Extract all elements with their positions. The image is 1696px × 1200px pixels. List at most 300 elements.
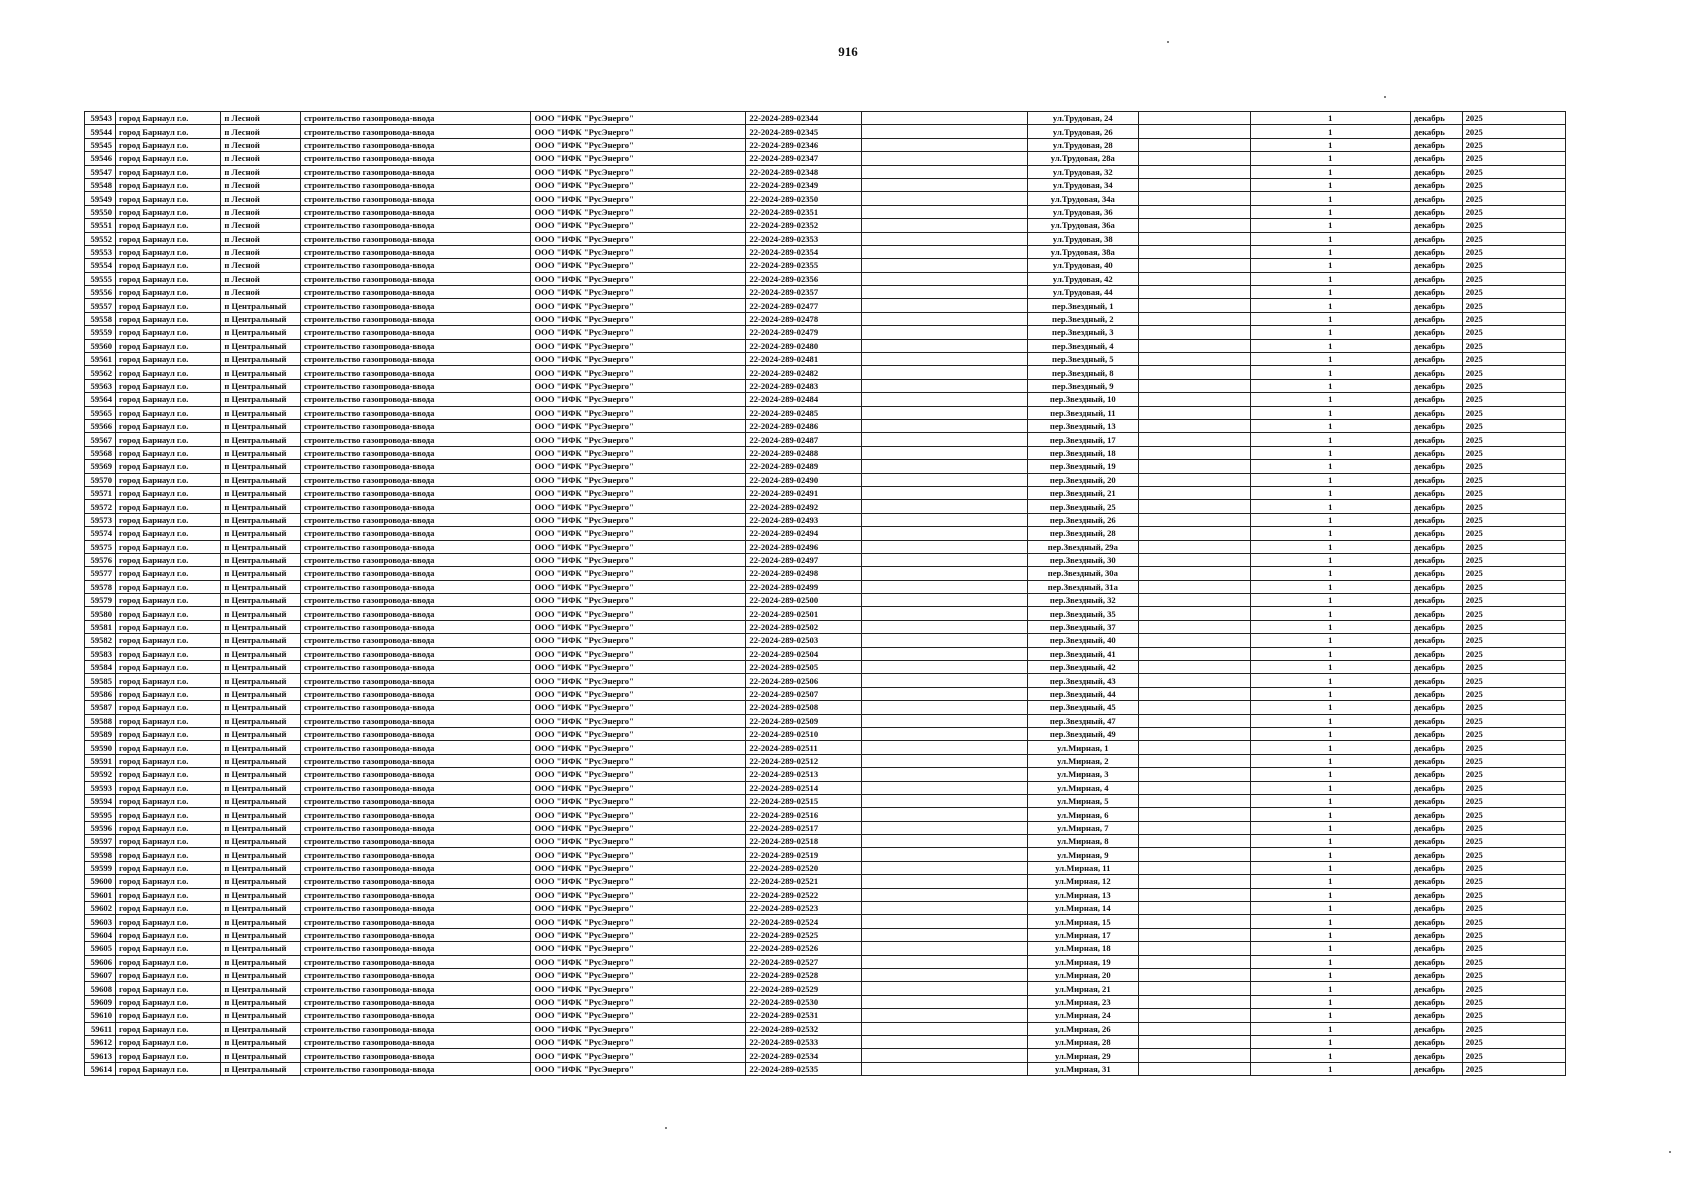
address-cell: пер.Звездный, 9 xyxy=(1027,379,1139,392)
year-cell: 2025 xyxy=(1462,861,1565,874)
organization-cell: ООО "ИФК "РусЭнерго" xyxy=(531,861,746,874)
empty-cell xyxy=(1139,286,1251,299)
district-cell: п Лесной xyxy=(221,165,301,178)
document-number-cell: 22-2024-289-02507 xyxy=(746,687,862,700)
empty-cell xyxy=(862,674,1027,687)
row-number: 59549 xyxy=(85,192,116,205)
city-cell: город Барнаул г.о. xyxy=(116,781,221,794)
address-cell: ул.Мирная, 17 xyxy=(1027,928,1139,941)
year-cell: 2025 xyxy=(1462,714,1565,727)
table-row xyxy=(85,138,1566,151)
year-cell: 2025 xyxy=(1462,500,1565,513)
table-row xyxy=(85,245,1566,258)
month-cell: декабрь xyxy=(1410,205,1462,218)
document-number-cell: 22-2024-289-02508 xyxy=(746,701,862,714)
city-cell: город Барнаул г.о. xyxy=(116,848,221,861)
work-type-cell: строительство газопровода-ввода xyxy=(300,741,530,754)
district-cell: п Центральный xyxy=(221,486,301,499)
month-cell: декабрь xyxy=(1410,781,1462,794)
document-number-cell: 22-2024-289-02527 xyxy=(746,955,862,968)
city-cell: город Барнаул г.о. xyxy=(116,928,221,941)
table-row xyxy=(85,393,1566,406)
quantity-cell: 1 xyxy=(1250,861,1410,874)
table-row xyxy=(85,808,1566,821)
work-type-cell: строительство газопровода-ввода xyxy=(300,460,530,473)
month-cell: декабрь xyxy=(1410,299,1462,312)
document-number-cell: 22-2024-289-02483 xyxy=(746,379,862,392)
month-cell: декабрь xyxy=(1410,714,1462,727)
address-cell: пер.Звездный, 41 xyxy=(1027,647,1139,660)
empty-cell xyxy=(1139,768,1251,781)
row-number: 59544 xyxy=(85,125,116,138)
district-cell: п Центральный xyxy=(221,326,301,339)
quantity-cell: 1 xyxy=(1250,969,1410,982)
table-row xyxy=(85,902,1566,915)
table-row xyxy=(85,969,1566,982)
district-cell: п Центральный xyxy=(221,875,301,888)
document-number-cell: 22-2024-289-02492 xyxy=(746,500,862,513)
month-cell: декабрь xyxy=(1410,821,1462,834)
document-number-cell: 22-2024-289-02532 xyxy=(746,1022,862,1035)
empty-cell xyxy=(1139,138,1251,151)
document-number-cell: 22-2024-289-02345 xyxy=(746,125,862,138)
empty-cell xyxy=(862,205,1027,218)
work-type-cell: строительство газопровода-ввода xyxy=(300,473,530,486)
address-cell: ул.Трудовая, 44 xyxy=(1027,286,1139,299)
month-cell: декабрь xyxy=(1410,553,1462,566)
quantity-cell: 1 xyxy=(1250,714,1410,727)
work-type-cell: строительство газопровода-ввода xyxy=(300,393,530,406)
quantity-cell: 1 xyxy=(1250,192,1410,205)
month-cell: декабрь xyxy=(1410,446,1462,459)
document-number-cell: 22-2024-289-02535 xyxy=(746,1062,862,1075)
month-cell: декабрь xyxy=(1410,1009,1462,1022)
document-number-cell: 22-2024-289-02503 xyxy=(746,634,862,647)
district-cell: п Центральный xyxy=(221,620,301,633)
quantity-cell: 1 xyxy=(1250,339,1410,352)
work-type-cell: строительство газопровода-ввода xyxy=(300,433,530,446)
empty-cell xyxy=(862,687,1027,700)
year-cell: 2025 xyxy=(1462,674,1565,687)
year-cell: 2025 xyxy=(1462,1022,1565,1035)
quantity-cell: 1 xyxy=(1250,835,1410,848)
empty-cell xyxy=(862,942,1027,955)
document-number-cell: 22-2024-289-02505 xyxy=(746,661,862,674)
empty-cell xyxy=(1139,312,1251,325)
city-cell: город Барнаул г.о. xyxy=(116,674,221,687)
organization-cell: ООО "ИФК "РусЭнерго" xyxy=(531,433,746,446)
table-row xyxy=(85,152,1566,165)
empty-cell xyxy=(862,152,1027,165)
address-cell: ул.Мирная, 7 xyxy=(1027,821,1139,834)
document-number-cell: 22-2024-289-02344 xyxy=(746,112,862,125)
empty-cell xyxy=(1139,915,1251,928)
quantity-cell: 1 xyxy=(1250,553,1410,566)
row-number: 59610 xyxy=(85,1009,116,1022)
organization-cell: ООО "ИФК "РусЭнерго" xyxy=(531,326,746,339)
year-cell: 2025 xyxy=(1462,741,1565,754)
quantity-cell: 1 xyxy=(1250,232,1410,245)
table-row xyxy=(85,1022,1566,1035)
address-cell: пер.Звездный, 20 xyxy=(1027,473,1139,486)
row-number: 59562 xyxy=(85,366,116,379)
quantity-cell: 1 xyxy=(1250,112,1410,125)
year-cell: 2025 xyxy=(1462,580,1565,593)
organization-cell: ООО "ИФК "РусЭнерго" xyxy=(531,205,746,218)
empty-cell xyxy=(862,995,1027,1008)
row-number: 59576 xyxy=(85,553,116,566)
row-number: 59548 xyxy=(85,178,116,191)
month-cell: декабрь xyxy=(1410,433,1462,446)
quantity-cell: 1 xyxy=(1250,875,1410,888)
row-number: 59583 xyxy=(85,647,116,660)
district-cell: п Лесной xyxy=(221,219,301,232)
year-cell: 2025 xyxy=(1462,661,1565,674)
district-cell: п Центральный xyxy=(221,379,301,392)
table-row xyxy=(85,232,1566,245)
empty-cell xyxy=(862,902,1027,915)
empty-cell xyxy=(862,513,1027,526)
address-cell: ул.Мирная, 23 xyxy=(1027,995,1139,1008)
month-cell: декабрь xyxy=(1410,754,1462,767)
document-number-cell: 22-2024-289-02356 xyxy=(746,272,862,285)
empty-cell xyxy=(1139,152,1251,165)
table-row xyxy=(85,674,1566,687)
quantity-cell: 1 xyxy=(1250,299,1410,312)
quantity-cell: 1 xyxy=(1250,165,1410,178)
city-cell: город Барнаул г.о. xyxy=(116,1062,221,1075)
table-row xyxy=(85,915,1566,928)
work-type-cell: строительство газопровода-ввода xyxy=(300,661,530,674)
organization-cell: ООО "ИФК "РусЭнерго" xyxy=(531,112,746,125)
year-cell: 2025 xyxy=(1462,768,1565,781)
district-cell: п Лесной xyxy=(221,125,301,138)
quantity-cell: 1 xyxy=(1250,152,1410,165)
city-cell: город Барнаул г.о. xyxy=(116,607,221,620)
address-cell: пер.Звездный, 2 xyxy=(1027,312,1139,325)
quantity-cell: 1 xyxy=(1250,379,1410,392)
document-number-cell: 22-2024-289-02522 xyxy=(746,888,862,901)
empty-cell xyxy=(862,1009,1027,1022)
empty-cell xyxy=(862,379,1027,392)
work-type-cell: строительство газопровода-ввода xyxy=(300,942,530,955)
document-number-cell: 22-2024-289-02478 xyxy=(746,312,862,325)
district-cell: п Центральный xyxy=(221,794,301,807)
district-cell: п Лесной xyxy=(221,192,301,205)
month-cell: декабрь xyxy=(1410,661,1462,674)
row-number: 59577 xyxy=(85,567,116,580)
year-cell: 2025 xyxy=(1462,995,1565,1008)
organization-cell: ООО "ИФК "РусЭнерго" xyxy=(531,848,746,861)
district-cell: п Центральный xyxy=(221,393,301,406)
table-row xyxy=(85,794,1566,807)
row-number: 59592 xyxy=(85,768,116,781)
district-cell: п Центральный xyxy=(221,848,301,861)
empty-cell xyxy=(862,861,1027,874)
row-number: 59613 xyxy=(85,1049,116,1062)
document-number-cell: 22-2024-289-02485 xyxy=(746,406,862,419)
year-cell: 2025 xyxy=(1462,982,1565,995)
address-cell: ул.Мирная, 26 xyxy=(1027,1022,1139,1035)
city-cell: город Барнаул г.о. xyxy=(116,312,221,325)
table-row xyxy=(85,1009,1566,1022)
work-type-cell: строительство газопровода-ввода xyxy=(300,379,530,392)
address-cell: ул.Мирная, 31 xyxy=(1027,1062,1139,1075)
row-number: 59554 xyxy=(85,259,116,272)
address-cell: ул.Трудовая, 36 xyxy=(1027,205,1139,218)
work-type-cell: строительство газопровода-ввода xyxy=(300,955,530,968)
work-type-cell: строительство газопровода-ввода xyxy=(300,446,530,459)
empty-cell xyxy=(1139,567,1251,580)
table-row xyxy=(85,634,1566,647)
empty-cell xyxy=(1139,875,1251,888)
empty-cell xyxy=(1139,232,1251,245)
city-cell: город Барнаул г.о. xyxy=(116,995,221,1008)
address-cell: пер.Звездный, 47 xyxy=(1027,714,1139,727)
address-cell: ул.Мирная, 11 xyxy=(1027,861,1139,874)
month-cell: декабрь xyxy=(1410,620,1462,633)
organization-cell: ООО "ИФК "РусЭнерго" xyxy=(531,580,746,593)
empty-cell xyxy=(862,794,1027,807)
work-type-cell: строительство газопровода-ввода xyxy=(300,835,530,848)
address-cell: пер.Звездный, 35 xyxy=(1027,607,1139,620)
organization-cell: ООО "ИФК "РусЭнерго" xyxy=(531,647,746,660)
organization-cell: ООО "ИФК "РусЭнерго" xyxy=(531,620,746,633)
row-number: 59564 xyxy=(85,393,116,406)
district-cell: п Центральный xyxy=(221,366,301,379)
row-number: 59572 xyxy=(85,500,116,513)
table-row xyxy=(85,165,1566,178)
month-cell: декабрь xyxy=(1410,915,1462,928)
table-row xyxy=(85,594,1566,607)
month-cell: декабрь xyxy=(1410,861,1462,874)
month-cell: декабрь xyxy=(1410,902,1462,915)
document-number-cell: 22-2024-289-02346 xyxy=(746,138,862,151)
district-cell: п Центральный xyxy=(221,419,301,432)
year-cell: 2025 xyxy=(1462,379,1565,392)
quantity-cell: 1 xyxy=(1250,982,1410,995)
empty-cell xyxy=(862,821,1027,834)
row-number: 59611 xyxy=(85,1022,116,1035)
row-number: 59565 xyxy=(85,406,116,419)
city-cell: город Барнаул г.о. xyxy=(116,165,221,178)
document-number-cell: 22-2024-289-02504 xyxy=(746,647,862,660)
quantity-cell: 1 xyxy=(1250,620,1410,633)
document-number-cell: 22-2024-289-02509 xyxy=(746,714,862,727)
address-cell: ул.Мирная, 3 xyxy=(1027,768,1139,781)
address-cell: пер.Звездный, 17 xyxy=(1027,433,1139,446)
document-number-cell: 22-2024-289-02514 xyxy=(746,781,862,794)
city-cell: город Барнаул г.о. xyxy=(116,152,221,165)
quantity-cell: 1 xyxy=(1250,674,1410,687)
empty-cell xyxy=(862,594,1027,607)
district-cell: п Центральный xyxy=(221,634,301,647)
empty-cell xyxy=(862,527,1027,540)
empty-cell xyxy=(862,272,1027,285)
city-cell: город Барнаул г.о. xyxy=(116,406,221,419)
month-cell: декабрь xyxy=(1410,326,1462,339)
empty-cell xyxy=(862,500,1027,513)
empty-cell xyxy=(1139,272,1251,285)
row-number: 59595 xyxy=(85,808,116,821)
year-cell: 2025 xyxy=(1462,138,1565,151)
table-row xyxy=(85,125,1566,138)
document-number-cell: 22-2024-289-02525 xyxy=(746,928,862,941)
quantity-cell: 1 xyxy=(1250,647,1410,660)
document-number-cell: 22-2024-289-02511 xyxy=(746,741,862,754)
year-cell: 2025 xyxy=(1462,1035,1565,1048)
row-number: 59582 xyxy=(85,634,116,647)
document-number-cell: 22-2024-289-02352 xyxy=(746,219,862,232)
empty-cell xyxy=(862,701,1027,714)
address-cell: ул.Мирная, 8 xyxy=(1027,835,1139,848)
address-cell: пер.Звездный, 10 xyxy=(1027,393,1139,406)
empty-cell xyxy=(1139,888,1251,901)
district-cell: п Центральный xyxy=(221,727,301,740)
work-type-cell: строительство газопровода-ввода xyxy=(300,701,530,714)
month-cell: декабрь xyxy=(1410,259,1462,272)
district-cell: п Центральный xyxy=(221,553,301,566)
table-row xyxy=(85,540,1566,553)
year-cell: 2025 xyxy=(1462,486,1565,499)
year-cell: 2025 xyxy=(1462,594,1565,607)
quantity-cell: 1 xyxy=(1250,701,1410,714)
city-cell: город Барнаул г.о. xyxy=(116,634,221,647)
city-cell: город Барнаул г.о. xyxy=(116,1009,221,1022)
quantity-cell: 1 xyxy=(1250,955,1410,968)
city-cell: город Барнаул г.о. xyxy=(116,942,221,955)
empty-cell xyxy=(862,1062,1027,1075)
work-type-cell: строительство газопровода-ввода xyxy=(300,353,530,366)
city-cell: город Барнаул г.о. xyxy=(116,393,221,406)
work-type-cell: строительство газопровода-ввода xyxy=(300,299,530,312)
empty-cell xyxy=(862,259,1027,272)
city-cell: город Барнаул г.о. xyxy=(116,647,221,660)
organization-cell: ООО "ИФК "РусЭнерго" xyxy=(531,594,746,607)
work-type-cell: строительство газопровода-ввода xyxy=(300,165,530,178)
organization-cell: ООО "ИФК "РусЭнерго" xyxy=(531,995,746,1008)
empty-cell xyxy=(1139,165,1251,178)
empty-cell xyxy=(1139,473,1251,486)
address-cell: пер.Звездный, 32 xyxy=(1027,594,1139,607)
scan-speck xyxy=(665,1127,667,1129)
gas-connection-registry-table xyxy=(84,111,1566,1076)
empty-cell xyxy=(1139,446,1251,459)
year-cell: 2025 xyxy=(1462,902,1565,915)
quantity-cell: 1 xyxy=(1250,473,1410,486)
city-cell: город Барнаул г.о. xyxy=(116,902,221,915)
city-cell: город Барнаул г.о. xyxy=(116,286,221,299)
year-cell: 2025 xyxy=(1462,969,1565,982)
organization-cell: ООО "ИФК "РусЭнерго" xyxy=(531,942,746,955)
address-cell: пер.Звездный, 42 xyxy=(1027,661,1139,674)
organization-cell: ООО "ИФК "РусЭнерго" xyxy=(531,915,746,928)
empty-cell xyxy=(862,835,1027,848)
empty-cell xyxy=(1139,848,1251,861)
work-type-cell: строительство газопровода-ввода xyxy=(300,339,530,352)
year-cell: 2025 xyxy=(1462,821,1565,834)
row-number: 59603 xyxy=(85,915,116,928)
work-type-cell: строительство газопровода-ввода xyxy=(300,982,530,995)
work-type-cell: строительство газопровода-ввода xyxy=(300,580,530,593)
year-cell: 2025 xyxy=(1462,727,1565,740)
quantity-cell: 1 xyxy=(1250,460,1410,473)
empty-cell xyxy=(1139,339,1251,352)
city-cell: город Барнаул г.о. xyxy=(116,366,221,379)
city-cell: город Барнаул г.о. xyxy=(116,620,221,633)
row-number: 59604 xyxy=(85,928,116,941)
work-type-cell: строительство газопровода-ввода xyxy=(300,513,530,526)
organization-cell: ООО "ИФК "РусЭнерго" xyxy=(531,687,746,700)
work-type-cell: строительство газопровода-ввода xyxy=(300,1022,530,1035)
month-cell: декабрь xyxy=(1410,674,1462,687)
work-type-cell: строительство газопровода-ввода xyxy=(300,272,530,285)
year-cell: 2025 xyxy=(1462,928,1565,941)
address-cell: ул.Мирная, 24 xyxy=(1027,1009,1139,1022)
organization-cell: ООО "ИФК "РусЭнерго" xyxy=(531,982,746,995)
work-type-cell: строительство газопровода-ввода xyxy=(300,928,530,941)
year-cell: 2025 xyxy=(1462,286,1565,299)
row-number: 59589 xyxy=(85,727,116,740)
district-cell: п Центральный xyxy=(221,955,301,968)
document-number-cell: 22-2024-289-02501 xyxy=(746,607,862,620)
quantity-cell: 1 xyxy=(1250,500,1410,513)
table-row xyxy=(85,219,1566,232)
empty-cell xyxy=(862,634,1027,647)
address-cell: пер.Звездный, 4 xyxy=(1027,339,1139,352)
table-row xyxy=(85,259,1566,272)
district-cell: п Центральный xyxy=(221,446,301,459)
work-type-cell: строительство газопровода-ввода xyxy=(300,219,530,232)
address-cell: ул.Трудовая, 32 xyxy=(1027,165,1139,178)
quantity-cell: 1 xyxy=(1250,353,1410,366)
year-cell: 2025 xyxy=(1462,259,1565,272)
empty-cell xyxy=(1139,393,1251,406)
year-cell: 2025 xyxy=(1462,647,1565,660)
address-cell: ул.Мирная, 13 xyxy=(1027,888,1139,901)
year-cell: 2025 xyxy=(1462,634,1565,647)
empty-cell xyxy=(862,112,1027,125)
row-number: 59591 xyxy=(85,754,116,767)
city-cell: город Барнаул г.о. xyxy=(116,527,221,540)
quantity-cell: 1 xyxy=(1250,540,1410,553)
empty-cell xyxy=(862,620,1027,633)
empty-cell xyxy=(1139,701,1251,714)
city-cell: город Барнаул г.о. xyxy=(116,875,221,888)
row-number: 59578 xyxy=(85,580,116,593)
empty-cell xyxy=(862,741,1027,754)
month-cell: декабрь xyxy=(1410,1049,1462,1062)
work-type-cell: строительство газопровода-ввода xyxy=(300,634,530,647)
quantity-cell: 1 xyxy=(1250,794,1410,807)
document-number-cell: 22-2024-289-02499 xyxy=(746,580,862,593)
year-cell: 2025 xyxy=(1462,326,1565,339)
organization-cell: ООО "ИФК "РусЭнерго" xyxy=(531,272,746,285)
month-cell: декабрь xyxy=(1410,875,1462,888)
district-cell: п Центральный xyxy=(221,312,301,325)
empty-cell xyxy=(1139,419,1251,432)
empty-cell xyxy=(862,433,1027,446)
table-row xyxy=(85,353,1566,366)
month-cell: декабрь xyxy=(1410,138,1462,151)
address-cell: ул.Мирная, 15 xyxy=(1027,915,1139,928)
city-cell: город Барнаул г.о. xyxy=(116,486,221,499)
row-number: 59596 xyxy=(85,821,116,834)
row-number: 59546 xyxy=(85,152,116,165)
empty-cell xyxy=(1139,995,1251,1008)
address-cell: пер.Звездный, 49 xyxy=(1027,727,1139,740)
district-cell: п Лесной xyxy=(221,259,301,272)
